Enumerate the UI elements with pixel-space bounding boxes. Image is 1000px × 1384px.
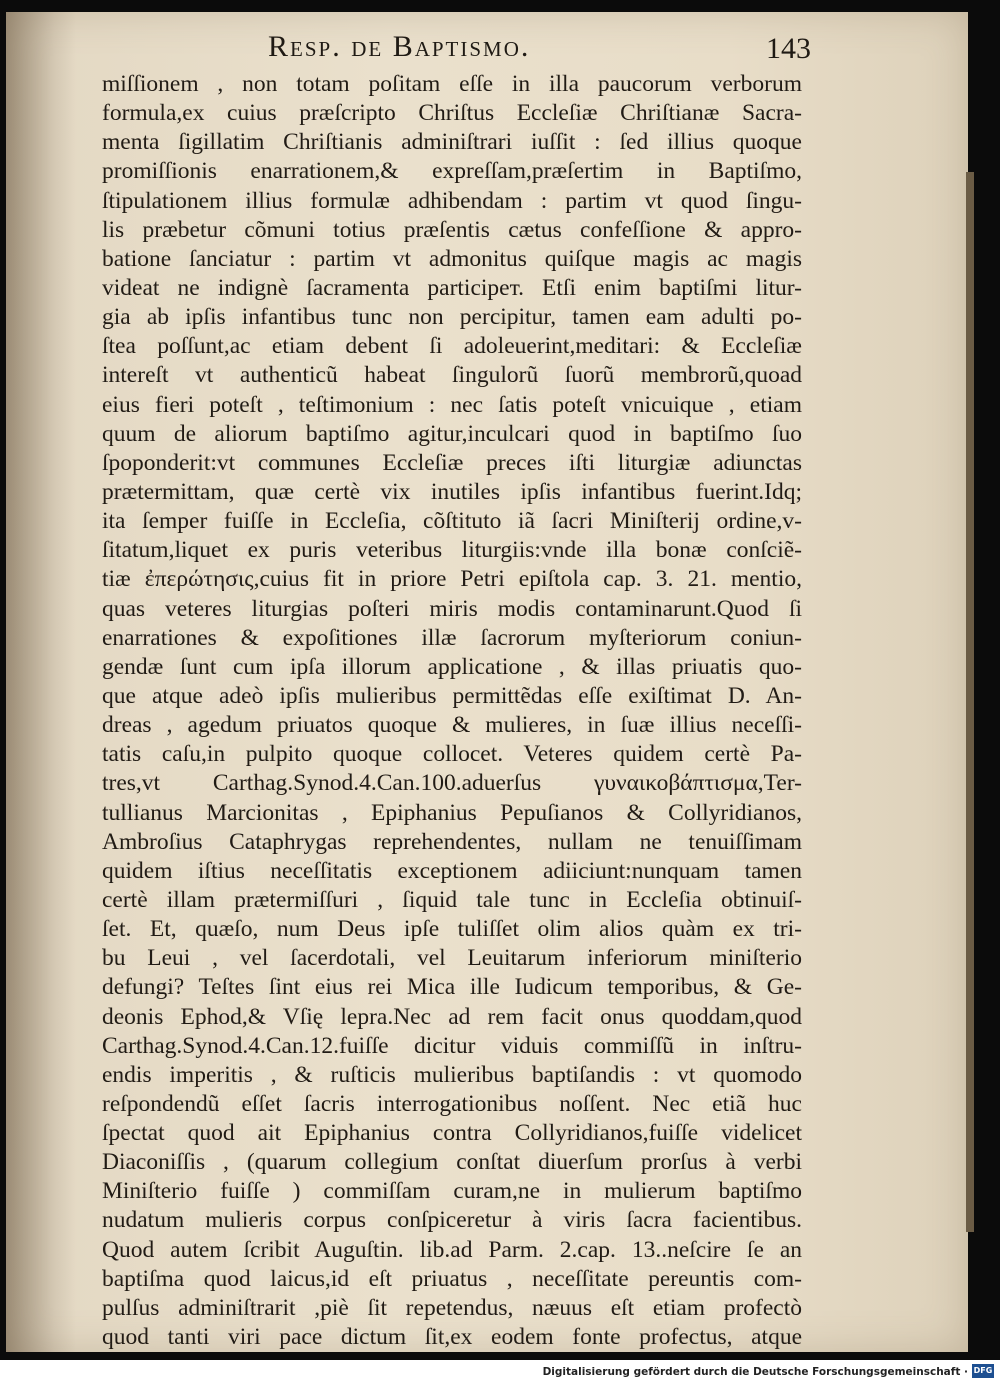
text-line: dreas , agedum priuatos quoque & mulieres, in ſuæ illius neceſſi- bbox=[102, 712, 802, 739]
text-line: defungi? Teſtes ſint eius rei Mica ille Iudicum temporibus, & Ge- bbox=[102, 974, 802, 1001]
text-line: gia ab ipſis infantibus tunc non percipitur, tamen eam adulti po- bbox=[102, 304, 802, 331]
page-number: 143 bbox=[766, 32, 811, 65]
text-line: nudatum mulieris corpus conſpiceretur à viris ſacra facientibus. bbox=[102, 1207, 802, 1234]
text-line: ſtea poſſunt,ac etiam debent ſi adoleuerint,meditari: & Eccleſiæ bbox=[102, 333, 802, 360]
text-line: deonis Ephod,& Vſię lepra.Nec ad rem facit onus quoddam,quod bbox=[102, 1003, 802, 1030]
text-line: eius fieri poteſt , teſtimonium : nec ſatis poteſt vnicuique , etiam bbox=[102, 391, 802, 418]
dfg-logo: DFG bbox=[972, 1364, 994, 1378]
text-line: intereſt vt authenticũ habeat ſingulorũ ſuorũ membrorũ,quoad bbox=[102, 362, 802, 389]
text-line: quas veteres liturgias poſteri miris modis contaminarunt.Quod ſi bbox=[102, 595, 802, 622]
text-line: que atque adeò ipſis mulieribus permittẽdas eſſe exiſtimat D. An- bbox=[102, 682, 802, 709]
text-line: Quod autem ſcribit Auguſtin. lib.ad Parm. 2.cap. 13..neſcire ſe an bbox=[102, 1236, 802, 1263]
text-line: lis præbetur cõmuni totius præſentis cætus confeſſione & appro- bbox=[102, 216, 802, 243]
text-line: prætermittam, quæ certè vix inutiles ipſis infantibus fuerint.Idq; bbox=[102, 478, 802, 505]
text-line: quum de aliorum baptiſmo agitur,inculcari quod in baptiſmo ſuo bbox=[102, 420, 802, 447]
text-line: Miniſterio fuiſſe ) commiſſam curam,ne in mulierum baptiſmo bbox=[102, 1178, 802, 1205]
text-line: Carthag.Synod.4.Can.12.fuiſſe dicitur viduis commiſſũ in inſtru- bbox=[102, 1032, 802, 1059]
text-line: videat ne indignè ſacramenta particiрет. Etſi enim baptiſmi litur- bbox=[102, 274, 802, 301]
text-line: promiſſionis enarrationem,& expreſſam,præſertim in Baptiſmo, bbox=[102, 158, 802, 185]
text-line: tiæ ἐπερώτησις,cuius fit in priore Petri epiſtola cap. 3. 21. mentio, bbox=[102, 566, 802, 593]
text-line: menta ſigillatim Chriſtianis adminiſtrari iuſſit : ſed illius quoque bbox=[102, 129, 802, 156]
text-line: Ambroſius Cataphrygas reprehendentes, nullam ne tenuiſſimam bbox=[102, 828, 802, 855]
body-text bbox=[102, 70, 802, 1352]
text-line: ſpoponderit:vt communes Eccleſiæ preces iſti liturgiæ adiunctas bbox=[102, 449, 802, 476]
text-line: tatis caſu,in pulpito quoque collocet. Veteres quidem certè Pa- bbox=[102, 741, 802, 768]
page-header bbox=[6, 30, 968, 72]
text-line: quod tanti viri pace dictum ſit,ex eodem fonte profectus, atque bbox=[102, 1324, 802, 1351]
book-page bbox=[6, 12, 968, 1352]
text-line: ſtipulationem illius formulæ adhibendam : partim vt quod ſingu- bbox=[102, 187, 802, 214]
text-line: ſitatum,liquet ex puris veteribus liturgiis:vnde illa bonæ conſciẽ- bbox=[102, 537, 802, 564]
text-line: Diaconiſſis , (quarum collegium conſtat diuerſum prorſus à verbi bbox=[102, 1149, 802, 1176]
text-line: ita ſemper fuiſſe in Eccleſia, cõſtituto iã ſacri Miniſterij ordine,v- bbox=[102, 508, 802, 535]
spine-shadow bbox=[6, 12, 76, 1352]
text-line: ſpectat quod ait Epiphanius contra Collyridianos,fuiſſe videlicet bbox=[102, 1120, 802, 1147]
text-line: tullianus Marcionitas , Epiphanius Pepuſianos & Collyridianos, bbox=[102, 799, 802, 826]
text-line: certè illam prætermiſſuri , ſiquid tale tunc in Eccleſia obtinuiſ- bbox=[102, 886, 802, 913]
running-head: Resp. de Baptismo. bbox=[268, 30, 531, 63]
text-line: endis imperitis , & ruſticis mulieribus baptiſandis : vt quomodo bbox=[102, 1061, 802, 1088]
text-line: formula,ex cuius præſcripto Chriſtus Eccleſiæ Chriſtianæ Sacra- bbox=[102, 100, 802, 127]
text-line: reſpondendũ eſſet ſacris interrogationibus noſſent. Nec etiã huc bbox=[102, 1090, 802, 1117]
text-line: ſet. Et, quæſo, num Deus ipſe tuliſſet olim alios quàm ex tri- bbox=[102, 916, 802, 943]
text-line: enarrationes & expoſitiones illæ ſacrorum myſteriorum coniun- bbox=[102, 624, 802, 651]
text-line: pulſus adminiſtrarit ,piè ſit repetendus, næuus eſt etiam profectò bbox=[102, 1294, 802, 1321]
text-line: gendæ ſunt cum ipſa illorum applicatione , & illas priuatis quo- bbox=[102, 653, 802, 680]
page-edge bbox=[966, 172, 974, 1232]
text-line: baptiſma quod laicus,id eſt priuatus , neceſſitate pereuntis com- bbox=[102, 1265, 802, 1292]
text-line: tres,vt Carthag.Synod.4.Can.100.aduerſus γυναικοβάπτισμα,Ter- bbox=[102, 770, 802, 797]
text-line: batione ſanciatur : partim vt admonitus quiſque magis ac magis bbox=[102, 245, 802, 272]
text-line: bu Leui , vel ſacerdotali, vel Leuitarum inferiorum miniſterio bbox=[102, 945, 802, 972]
footer-credit: Digitalisierung gefördert durch die Deutsche Forschungsgemeinschaft · bbox=[542, 1366, 968, 1378]
digitization-footer bbox=[0, 1360, 1000, 1384]
text-line: miſſionem , non totam poſitam eſſe in illa paucorum verborum bbox=[102, 71, 802, 97]
text-line: quidem iſtius neceſſitatis exceptionem adiiciunt:nunquam tamen bbox=[102, 857, 802, 884]
